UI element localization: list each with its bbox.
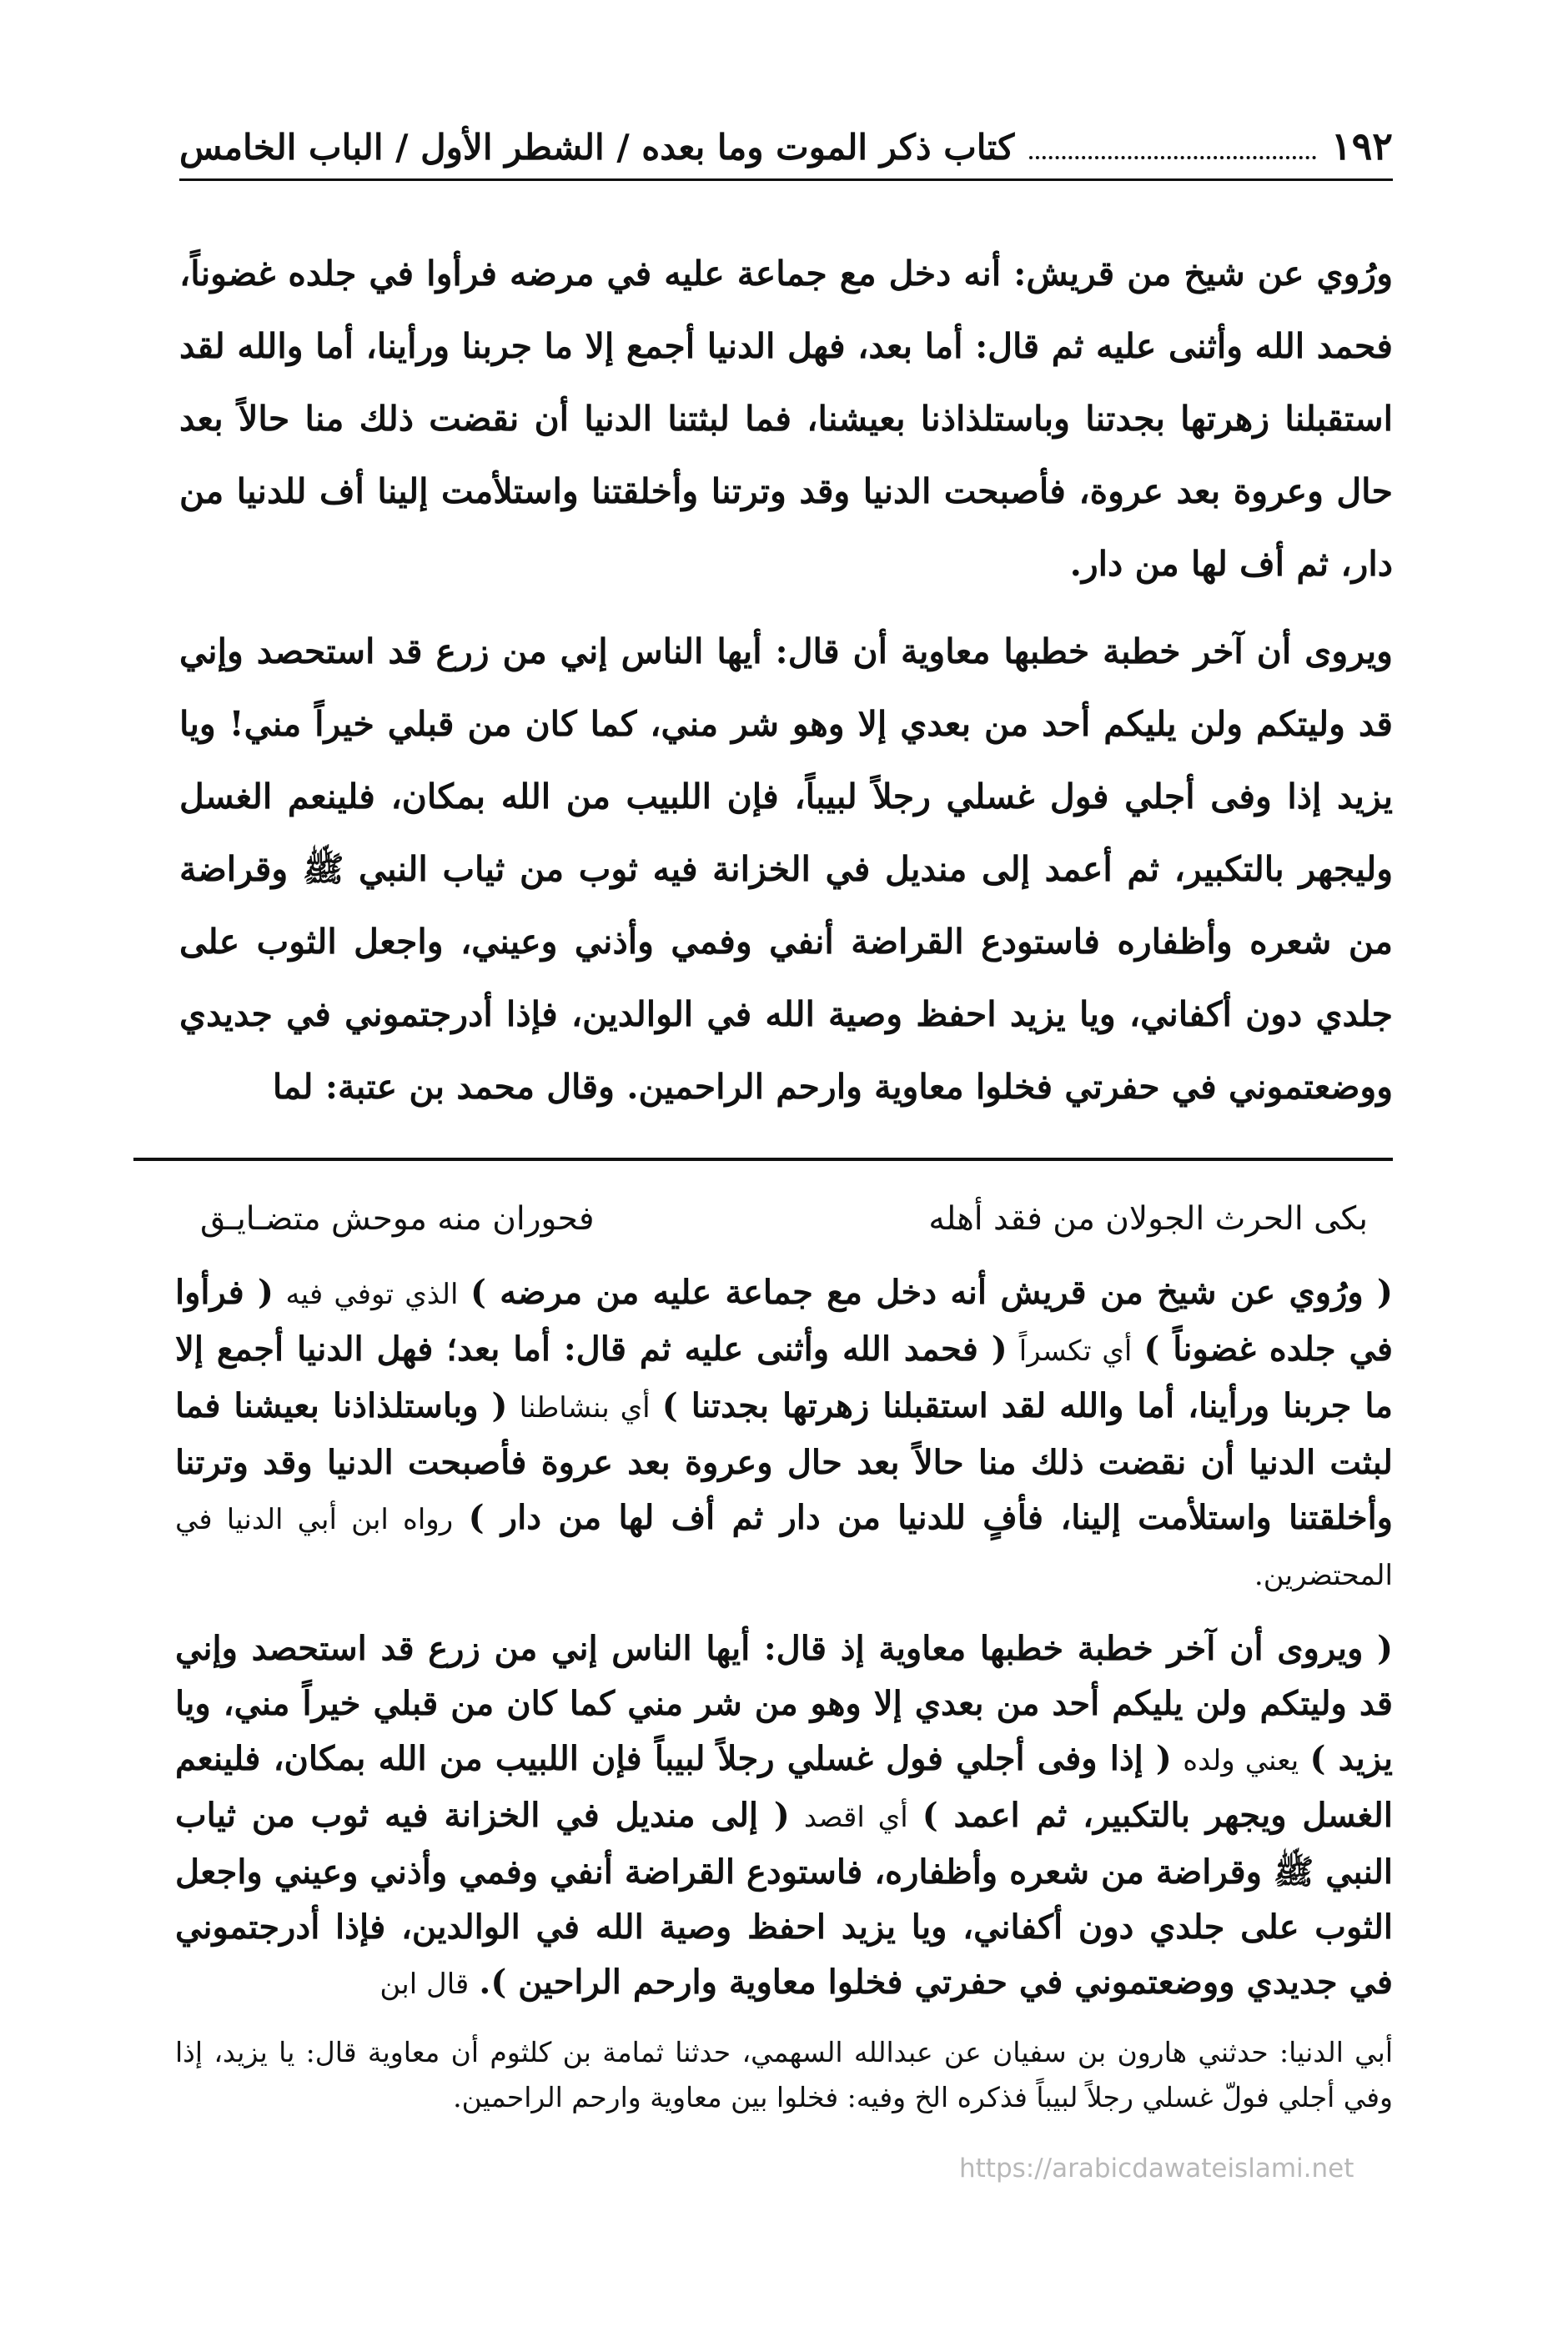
header-title: كتاب ذكر الموت وما بعده / الشطر الأول / الباب الخامس [179, 127, 1015, 168]
verse-second-hemistich: فحوران منه موحش متضـايـق [200, 1200, 595, 1238]
quoted-text: ( فرأوا في جلده غضوناً ) [175, 1273, 1393, 1369]
chain-of-narration: أبي الدنيا: حدثني هارون بن سفيان عن عبدالله السهمي، حدثنا ثمامة بن كلثوم أن معاوية قال: يا يزيد، إذا وفي أجلي فولّ غسلي رجلاً لبيباً فذكره الخ وفيه: فخلوا بين معاوية وارحم الراحمين. [175, 2036, 1393, 2113]
section-divider [133, 1158, 1393, 1161]
gloss-text: أي بنشاطنا [519, 1391, 651, 1425]
main-paragraph-1: ورُوي عن شيخ من قريش: أنه دخل مع جماعة عليه في مرضه فرأوا في جلده غضوناً، فحمد الله وأثنى عليه ثم قال: أما بعد، فهل الدنيا أجمع إلا ما جربنا ورأينا، أما والله لقد استقبلنا زهرتها بجدتنا وباستلذاذنا بعيشنا، فما لبثتنا الدنيا أن نقضت ذلك منا حالاً بعد حال وعروة بعد عروة، فأصبحت الدنيا وقد وترتنا وأخلقتنا واستلأمت إلينا أف للدنيا من دار، ثم أف لها من دار. [179, 254, 1393, 584]
verse-first-hemistich: بكى الحرث الجولان من فقد أهله [928, 1200, 1368, 1238]
gloss-text: أي تكسراً [1018, 1334, 1133, 1368]
main-paragraph-2: ويروى أن آخر خطبة خطبها معاوية أن قال: أيها الناس إني من زرع قد استحصد وإني قد وليتكم ولن يليكم أحد من بعدي إلا وهو شر مني، كما كان من قبلي خيراً مني! ويا يزيد إذا وفى أجلي فول غسلي رجلاً لبيباً، فإن اللبيب من الله بمكان، فلينعم الغسل وليجهر بالتكبير، ثم أعمد إلى منديل في الخزانة فيه ثوب من ثياب النبي ﷺ وقراضة من شعره وأظفاره فاستودع القراضة أنفي وفمي وأذني وعيني، واجعل الثوب على جلدي دون أكفاني، ويا يزيد احفظ وصية الله في الوالدين، فإذا أدرجتموني في جديدي ووضعتموني في حفرتي فخلوا معاوية وارحم الراحمين. وقال محمد بن عتبة: لما [179, 631, 1393, 1107]
gloss-text: قال ابن [379, 1968, 470, 2001]
header-dot-leader [1029, 155, 1316, 159]
page-number: ١٩٢ [1330, 123, 1393, 168]
quoted-text: ( إلى منديل في الخزانة فيه ثوب من ثياب النبي ﷺ وقراضة من شعره وأظفاره، فاستودع القراضة أنفي وفمي وأذني وعيني واجعل الثوب على جلدي دون أكفاني، ويا يزيد احفظ وصية الله في الوالدين، فإذا أدرجتموني في جديدي ووضعتموني في حفرتي فخلوا معاوية وارحم الراحين ). [175, 1796, 1393, 2002]
gloss-text: أي اقصد [803, 1801, 908, 1834]
poetry-verse [167, 1194, 1401, 1244]
commentary-paragraph-1 [175, 1265, 1393, 1603]
gloss-text: يعني ولده [1183, 1744, 1299, 1777]
commentary-paragraph-2 [175, 1621, 1393, 2012]
quoted-text: ( فحمد الله وأثنى عليه ثم قال: أما بعد؛ فهل الدنيا أجمع إلا ما جربنا ورأينا، أما والله لقد استقبلنا زهرتها بجدتنا ) [175, 1329, 1393, 1425]
quoted-text: ( وباستلذاذنا بعيشنا فما لبثت الدنيا أن نقضت ذلك منا حالاً بعد حال وعروة بعد عروة فأصبحت الدنيا وقد وترتنا وأخلقتنا واستلأمت إلينا، فأفٍ للدنيا من دار ثم أف لها من دار ) [175, 1386, 1393, 1537]
main-text [179, 238, 1393, 1138]
quoted-text: ( ويروى أن آخر خطبة خطبها معاوية إذ قال: أيها الناس إني من زرع قد استحصد وإني قد وليتكم ولن يليكم أحد من بعدي إلا وهو من شر مني كما كان من قبلي خيراً مني، ويا يزيد ) [175, 1629, 1393, 1778]
gloss-text: الذي توفي فيه [285, 1278, 459, 1311]
quoted-text: ( إذا وفى أجلي فول غسلي رجلاً لبيباً فإن اللبيب من الله بمكان، فلينعم الغسل ويجهر بالتكبير، ثم اعمد ) [175, 1739, 1393, 1835]
quoted-text: ( ورُوي عن شيخ من قريش أنه دخل مع جماعة عليه من مرضه ) [470, 1273, 1393, 1312]
running-header [179, 123, 1393, 181]
watermark-url: https://arabicdawateislami.net [959, 2154, 1354, 2184]
commentary-section [175, 1265, 1393, 2120]
source-citation: رواه ابن أبي الدنيا في المحتضرين. [175, 1503, 1393, 1592]
